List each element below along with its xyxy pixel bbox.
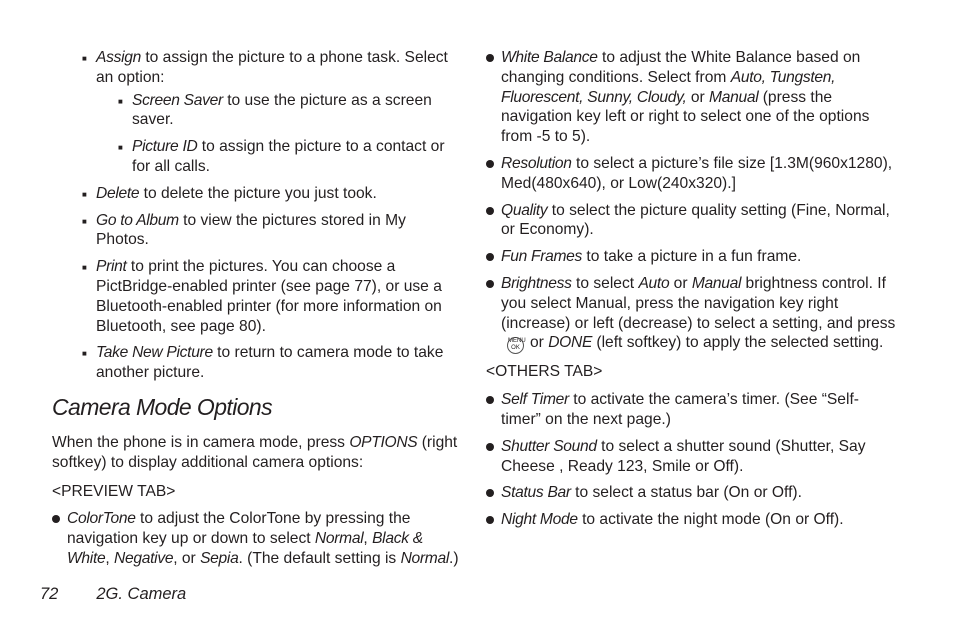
preview-options (52, 509, 460, 568)
list-item-resolution: Resolution to select a picture’s file size [1.3M(960x1280), Med(480x640), or Low(240x320).] (486, 154, 898, 194)
preview-tab-heading: <PREVIEW TAB> (52, 482, 176, 500)
list-item-take-new-picture: ■ Take New Picture to return to camera mode to take another picture. (82, 343, 460, 383)
others-tab-heading: <OTHERS TAB> (486, 363, 603, 381)
menu-ok-key-icon: MENU OK (507, 337, 524, 354)
list-item-colortone: ColorTone to adjust the ColorTone by pressing the navigation key up or down to select Normal, Black & White, Negative, or Sepia. (The default setting is Normal.) (52, 509, 460, 568)
list-item-brightness: Brightness to select Auto or Manual brightness control. If you select Manual, press the navigation key right (increase) or left (decrease) to select a setting, and pressMENU OK or DONE (left softkey) to apply the selected setting. (486, 274, 898, 354)
list-item-screen-saver: ■ Screen Saver to use the picture as a screen saver. (118, 91, 460, 131)
left-column (52, 48, 460, 576)
list-item-night-mode: Night Mode to activate the night mode (On or Off). (486, 510, 898, 530)
right-column (486, 48, 898, 537)
list-item-self-timer: Self Timer to activate the camera’s timer. (See “Self-timer” on the next page.) (486, 390, 898, 430)
list-item-white-balance: White Balance to adjust the White Balance based on changing conditions. Select from Auto, Tungsten, Fluorescent, Sunny, Cloudy, or Manual (press the navigation key left or right to select one of the options from -5 to 5). (486, 48, 898, 147)
list-item-delete: ■ Delete to delete the picture you just took. (82, 184, 460, 204)
list-item-status-bar: Status Bar to select a status bar (On or Off). (486, 483, 898, 503)
list-item-fun-frames: Fun Frames to take a picture in a fun frame. (486, 247, 898, 267)
section-title: Camera Mode Options (52, 393, 272, 420)
list-item-go-to-album: ■ Go to Album to view the pictures stored in My Photos. (82, 211, 460, 251)
page-footer (40, 585, 224, 605)
list-item-print: ■ Print to print the pictures. You can choose a PictBridge-enabled printer (see page 77), or use a Bluetooth-enabled printer (for more information on Bluetooth, see page 80). (82, 257, 460, 336)
list-item-assign: ■ Assign to assign the picture to a phone task. Select an option: ■ Screen Saver to use the picture as a screen saver. ■ Picture ID to assign the picture to a contact or for all calls. (82, 48, 460, 177)
list-item-quality: Quality to select the picture quality setting (Fine, Normal, or Economy). (486, 201, 898, 241)
list-item-shutter-sound: Shutter Sound to select a shutter sound (Shutter, Say Cheese , Ready 123, Smile or Off). (486, 437, 898, 477)
page-number: 72 (40, 585, 59, 603)
section-name: 2G. Camera (96, 585, 187, 603)
section-intro: When the phone is in camera mode, press OPTIONS (right softkey) to display additional camera options: (52, 433, 458, 471)
list-item-picture-id: ■ Picture ID to assign the picture to a contact or for all calls. (118, 137, 460, 177)
